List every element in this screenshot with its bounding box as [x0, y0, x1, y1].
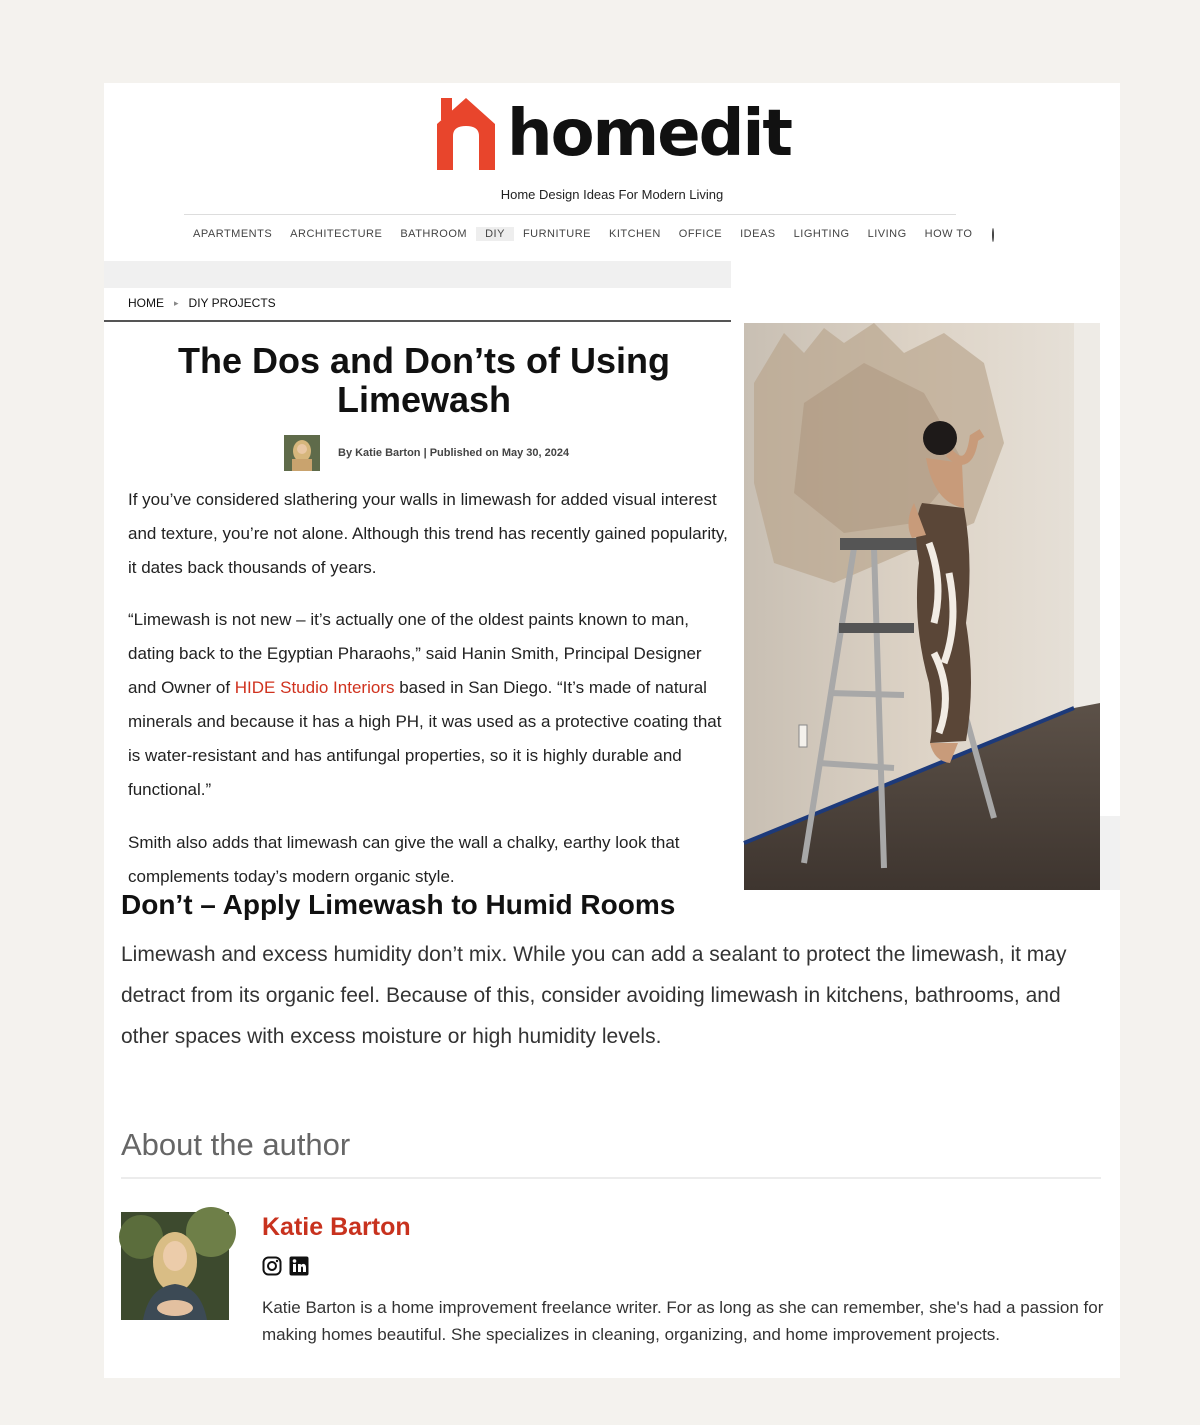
- ad-placeholder: [104, 261, 731, 288]
- nav-item-living[interactable]: LIVING: [867, 228, 907, 240]
- house-logo-icon: [433, 96, 499, 172]
- nav-item-ideas[interactable]: IDEAS: [740, 228, 776, 240]
- search-icon[interactable]: [992, 228, 994, 242]
- article-paragraph-quote: [128, 603, 728, 807]
- author-name-link[interactable]: Katie Barton: [262, 1213, 411, 1241]
- article-paragraph: Limewash and excess humidity don’t mix. While you can add a sealant to protect the limewash, it may detract from its organic feel. Because of this, consider avoiding limewash in kitchens, bathrooms, and other spaces with excess moisture or high humidity levels.: [121, 943, 1067, 1048]
- author-bio: Katie Barton is a home improvement freelance writer. For as long as she can remember, she's had a passion for making homes beautiful. She specializes in cleaning, organizing, and home improvement projects.: [262, 1298, 1104, 1344]
- page: [104, 83, 1120, 1378]
- nav-item-furniture[interactable]: FURNITURE: [522, 228, 591, 240]
- breadcrumb-home[interactable]: HOME: [128, 296, 164, 310]
- byline-text: By Katie Barton | Published on May 30, 2024: [338, 447, 570, 459]
- nav-item-how-to[interactable]: HOW TO: [924, 228, 973, 240]
- nav-item-kitchen[interactable]: KITCHEN: [609, 228, 661, 240]
- author-avatar[interactable]: [121, 1212, 229, 1320]
- hide-studio-link[interactable]: HIDE Studio Interiors: [234, 678, 395, 697]
- about-divider: [121, 1177, 1101, 1179]
- chevron-right-icon: ▸: [174, 297, 179, 308]
- nav-item-apartments[interactable]: APARTMENTS: [193, 228, 273, 240]
- nav-item-diy[interactable]: DIY: [476, 227, 514, 241]
- site-logo[interactable]: [104, 89, 1120, 179]
- nav-item-lighting[interactable]: LIGHTING: [793, 228, 850, 240]
- quote-text: “Limewash is not new – it’s actually one of the oldest paints known to man, dating back to the Egyptian Pharaohs,” said Hanin Smith, Principal Designer and Owner of: [128, 610, 702, 697]
- image-edge: [1100, 816, 1120, 890]
- breadcrumb-divider: [104, 320, 731, 322]
- instagram-icon[interactable]: [262, 1256, 282, 1276]
- nav-item-bathroom[interactable]: BATHROOM: [400, 228, 468, 240]
- hero-image: [744, 323, 1100, 890]
- author-socials: [262, 1256, 309, 1276]
- breadcrumb: [128, 296, 276, 310]
- linkedin-icon[interactable]: [289, 1256, 309, 1276]
- breadcrumb-current[interactable]: DIY PROJECTS: [188, 296, 276, 310]
- byline-avatar[interactable]: [284, 435, 320, 471]
- article-paragraph: Smith also adds that limewash can give the wall a chalky, earthy look that complements today’s modern organic style.: [128, 833, 680, 886]
- article-paragraph: If you’ve considered slathering your walls in limewash for added visual interest and texture, you’re not alone. Although this trend has recently gained popularity, it dates back thousands of years.: [128, 490, 728, 577]
- article-title: The Dos and Don’ts of Using Limewash: [178, 340, 670, 420]
- about-author-heading: About the author: [121, 1127, 351, 1162]
- logo-text: homedit: [507, 97, 791, 171]
- quote-text-continued: based in San Diego. “It’s made of natural minerals and because it has a high PH, it was used as a protective coating that is water-resistant and has antifungal properties, so it is highly durable and functional.”: [128, 678, 722, 799]
- main-nav: [184, 214, 973, 240]
- site-tagline: Home Design Ideas For Modern Living: [500, 187, 724, 202]
- section-heading: Don’t – Apply Limewash to Humid Rooms: [121, 889, 676, 920]
- nav-item-architecture[interactable]: ARCHITECTURE: [290, 228, 383, 240]
- nav-item-office[interactable]: OFFICE: [678, 228, 723, 240]
- byline: [284, 435, 569, 471]
